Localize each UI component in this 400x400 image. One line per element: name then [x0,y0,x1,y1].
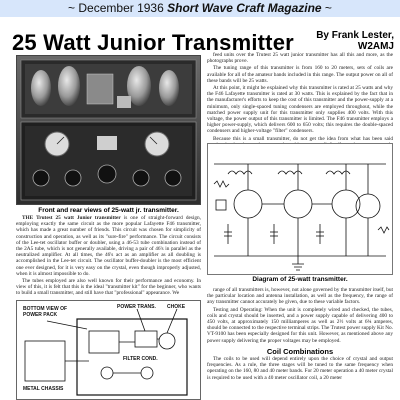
section-subheading: Coil Combinations [207,347,393,356]
transmitter-photo [16,55,201,205]
paragraph: The tubes employed are also well known for their performance and economy. In view of this, it is felt that this is the ideal "transmitter kit" for the beginner, who wants to build a small transmitter, and still have that "professional" appearance. We [16,278,201,297]
paragraph: Because this is a small transmitter, do not get the idea from what has been said [213,135,393,142]
schematic-diagram [207,143,393,275]
magazine-banner [0,0,400,17]
paragraph: range of all transmitters is, however, not alone governed by the transmitter itself, but the particular location and antenna installation, as well as the frequency, the range of any transmitter cannot accurately be given, due to these variable factors. [207,287,393,306]
paragraph: The coils to be used will depend entirely upon the choice of crystal and output frequencies. As a rule, the three stages will be tuned to the same frequency when operating on the 160, 80 and 40 meter bands. For 20 meter operation a 40 meter crystal is required to be used with a 40 meter oscillator coil, a 20 meter [207,356,393,381]
article-title: 25 Watt Junior Transmitter [12,30,294,55]
part-label: POWER TRANS. [117,304,156,310]
author-callsign: W2AMJ [357,41,394,52]
paragraph: The tuning range of this transmitter is from 160 to 20 meters, sets of coils are available for all of the amateur bands included in this range. The output power on all of these bands will be 25 watts. [207,65,393,84]
paragraph: At this point, it might be explained why this transmitter is rated at 25 watts and why the F46 Lafayette transmitter is rated at 30 watts. This is explained by the fact that in the manufacturer's efforts to keep the cost of this transmitter and the power-supply at a minimum, only single-spaced tuning condensers are employed throughout, while the matched power supply unit for this transmitter only supplies 400 volts. With this voltage, the power output of this transmitter is limited. The F46 transmitter employs a higher power-supply, which delivers 600 to 650 volts; this requires the double-spaced condensers and higher-voltage "filter" condensers. [207,85,393,135]
power-pack-bottom-view-figure [16,300,201,400]
banner-suffix: ~ [321,1,332,15]
banner-prefix: ~ December 1936 [68,1,168,15]
transmitter-photo-art [17,56,200,204]
byline [302,30,394,52]
schematic-art [208,144,392,274]
part-label: FILTER COND. [123,356,158,362]
author-name: By Frank Lester, [316,30,394,41]
photo-caption: Front and rear views of 25-watt jr. transmitter. [38,207,179,214]
bottom-view-title: BOTTOM VIEW OF POWER PACK [23,306,68,318]
paragraph [16,215,201,277]
paragraph: feed units over the Trutest 25 watt junior transmitter has all this and more, as the photographs prove. [207,52,393,65]
paragraph: Testing and Operating: When the unit is completely wired and checked, the tubes, coils and crystal should be inserted, and a power supply capable of delivering 400 to 450 volts, at approximately 150 milliamperes as well as 2½ volts at 6¾ amperes, should be connected to the respective terminal strips. The Trutest power supply Kit No. VT-9100 has been especially designed for this unit. However, as mentioned above any power supply delivering the proper voltages may be employed. [207,306,393,344]
diagram-caption: Diagram of 25-watt transmitter. [252,276,348,283]
banner-magazine-name: Short Wave Craft Magazine [167,1,322,15]
part-label: CHOKE [167,304,186,310]
part-label: METAL CHASSIS [23,386,64,392]
lead-text: THE Trutest 25 watt Junior transmitter [22,215,121,221]
paragraph-body: is one of straight-forward design, employing exactly the same circuit as the more popular Lafayette F46 transmitter, which has made a great number of friends. This circuit was chosen for simplicity of construction and operation, as well as its "sure-fire" performance. The circuit consists of the Lee-tet oscillator buffer or doubler, using a 46-53 tube combination instead of the 2A5 tube, which is not generally available, driving a pair of 46's in parallel as the neutralized amplifier. At all times, the 46's act as an amplifier as all doubling is accomplished in the Lee-tet circuit. The oscillator buffer-doubler is the most efficient one ever designed, for it is very easy on the crystal, even though improperly adjusted, when it is almost impossible to do. [16,215,201,277]
left-column-text [16,215,201,297]
coil-combinations-text [207,356,393,400]
